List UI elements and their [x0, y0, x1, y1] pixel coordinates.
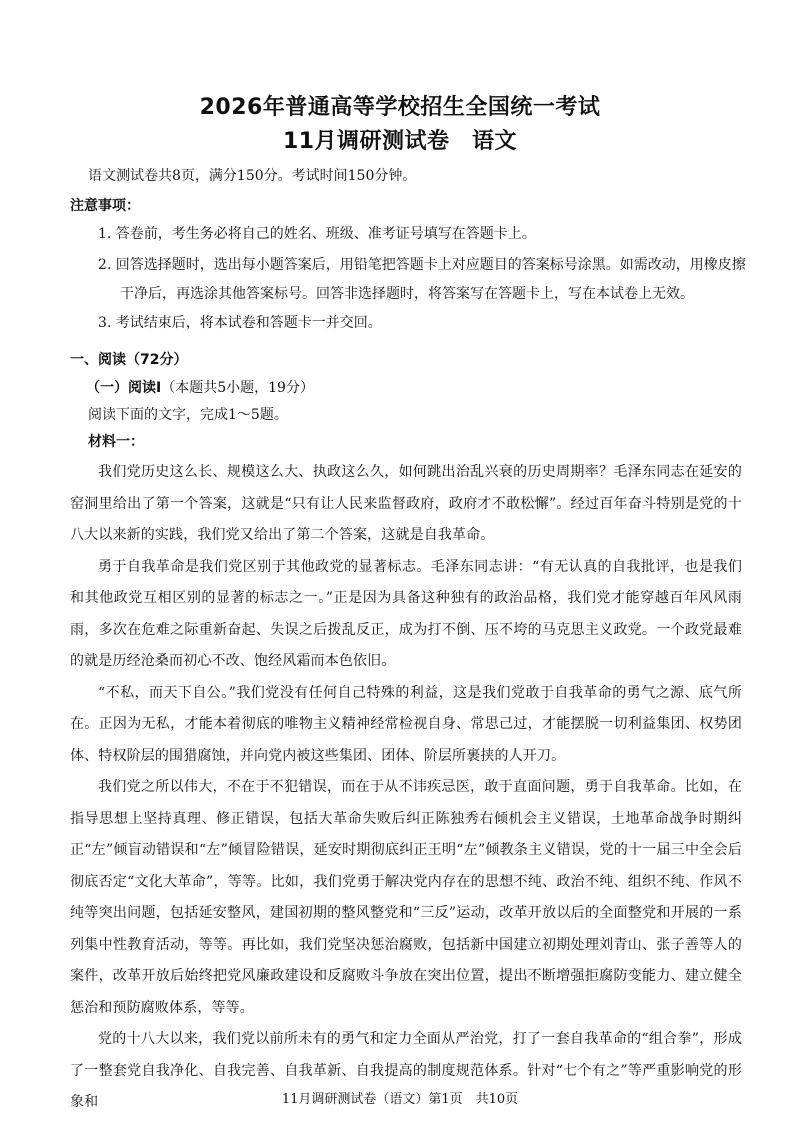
section-heading: 一、阅读（72分） — [70, 352, 188, 368]
passage-paragraph: 党的十八大以来，我们党以前所未有的勇气和定力全面从严治党，打了一套自我革命的“组合拳”，形成了一整套党自我净化、自我完善、自我革新、自我提高的制度规范体系。针对“七个有之”等严重影响党的形象和 — [70, 1031, 742, 1110]
exam-intro: 语文测试卷共8页，满分150分。考试时间150分钟。 — [88, 168, 417, 184]
exam-subtitle: 11月调研测试卷 语文 — [282, 129, 518, 154]
reading-instruction: 阅读下面的文字，完成1～5题。 — [88, 407, 288, 423]
subsection-detail: （本题共5小题，19分） — [161, 380, 314, 396]
subsection-title: （一）阅读Ⅰ — [86, 380, 162, 396]
note-item-2-continued: 干净后，再选涂其他答案标号。回答非选择题时，将答案写在答题卡上，写在本试卷上无效。 — [120, 286, 694, 302]
passage-paragraph: “不私，而天下自公。”我们党没有任何自己特殊的利益，这是我们党敢于自我革命的勇气之源、底气所在。正因为无私，才能本着彻底的唯物主义精神经常检视自身、常思己过，才能摆脱一切利益集团、权势团体、特权阶层的围猎腐蚀，并向党内被这些集团、团体、阶层所裹挟的人开刀。 — [70, 684, 742, 764]
passage-paragraph: 勇于自我革命是我们党区别于其他政党的显著标志。毛泽东同志讲：“有无认真的自我批评，也是我们和其他政党互相区别的显著的标志之一。”正是因为具备这种独有的政治品格，我们党才能穿越百年风风雨雨，多次在危难之际重新奋起、失误之后拨乱反正，成为打不倒、压不垮的马克思主义政党。一个政党最难的就是历经沧桑而初心不改、饱经风霜而本色依旧。 — [70, 558, 742, 669]
note-item-3: 3. 考试结束后，将本试卷和答题卡一并交回。 — [98, 315, 382, 331]
note-item-2: 2. 回答选择题时，选出每小题答案后，用铅笔把答题卡上对应题目的答案标号涂黑。如需改动，用橡皮擦 — [98, 257, 746, 273]
notes-heading: 注意事项： — [70, 198, 140, 214]
passage-paragraph: 我们党之所以伟大，不在于不犯错误，而在于从不讳疾忌医，敢于直面问题，勇于自我革命。比如，在指导思想上坚持真理、修正错误，包括大革命失败后纠正陈独秀右倾机会主义错误，土地革命战争时期纠正“左”倾盲动错误和“左”倾冒险错误，延安时期彻底纠正王明“左”倾教条主义错误，党的十一届三中全会后彻底否定“文化大革命”，等等。比如，我们党勇于解决党内存在的思想不纯、政治不纯、组织不纯、作风不纯等突出问题，包括延安整风，建国初期的整风整党和“三反”运动，改革开放以后的全面整党和开展的一系列集中性教育活动，等等。再比如，我们党坚决惩治腐败，包括新中国建立初期处理刘青山、张子善等人的案件，改革开放后始终把党风廉政建设和反腐败斗争放在突出位置，提出不断增强拒腐防变能力、建立健全惩治和预防腐败体系，等等。 — [70, 779, 742, 1016]
passage-paragraph: 我们党历史这么长、规模这么大、执政这么久，如何跳出治乱兴衰的历史周期率？毛泽东同志在延安的窑洞里给出了第一个答案，这就是“只有让人民来监督政府，政府才不敢松懈”。经过百年奋斗特别是党的十八大以来新的实践，我们党又给出了第二个答案，这就是自我革命。 — [70, 464, 742, 543]
exam-title: 2026年普通高等学校招生全国统一考试 — [199, 95, 601, 120]
subsection-heading — [86, 378, 314, 398]
page-footer: 11月调研测试卷（语文）第1页 共10页 — [281, 1092, 519, 1107]
note-item-1: 1. 答卷前，考生务必将自己的姓名、班级、准考证号填写在答题卡上。 — [98, 226, 536, 242]
passage-body — [70, 457, 742, 1119]
material-label: 材料一： — [88, 434, 144, 450]
